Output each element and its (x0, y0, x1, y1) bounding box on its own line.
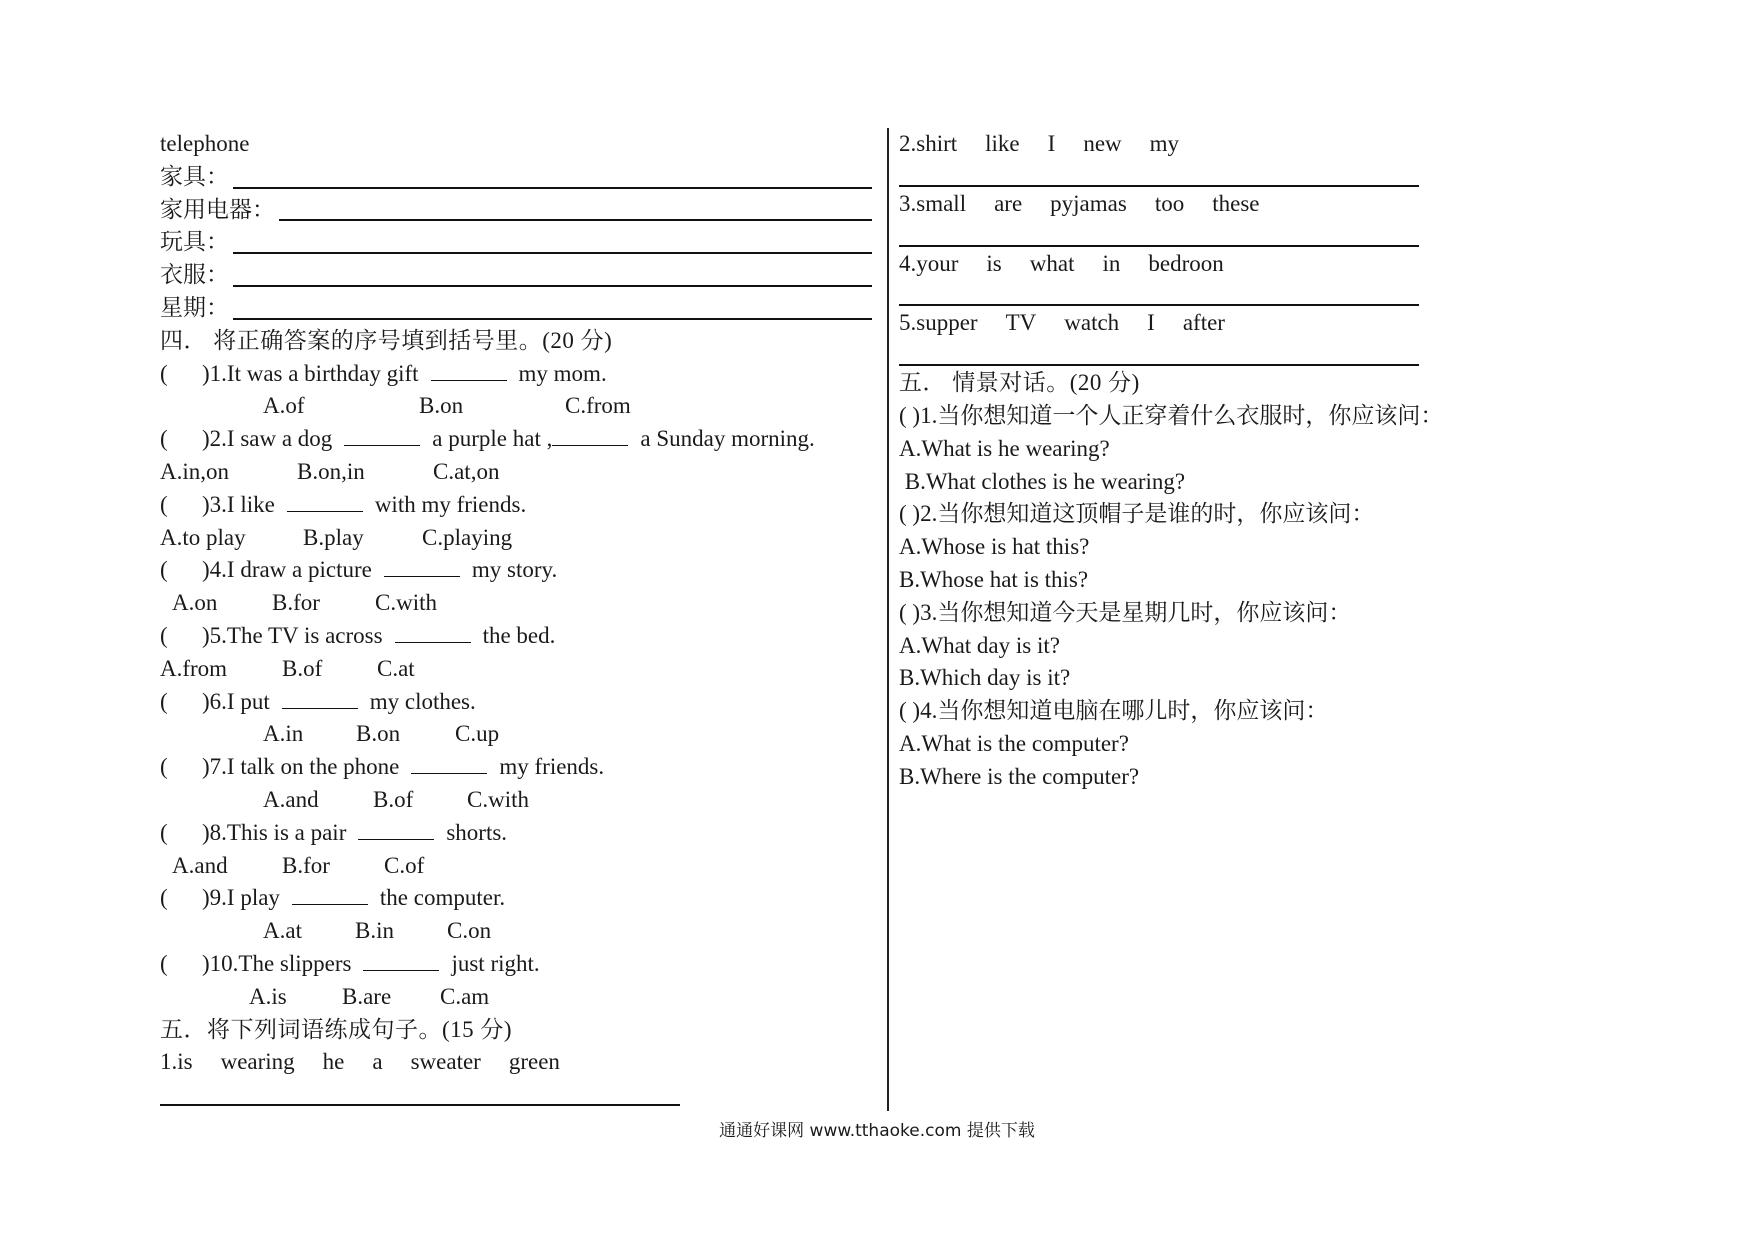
footer-credit: 通通好课网 www.tthaoke.com 提供下载 (719, 1121, 1035, 1141)
word: 2.shirt (899, 131, 958, 156)
category-row-weekdays (160, 292, 872, 325)
word: new (1083, 131, 1122, 156)
answer-line[interactable] (233, 318, 872, 320)
options-9 (160, 915, 872, 948)
options-3 (160, 522, 872, 555)
word: 5.supper (899, 310, 978, 336)
word: my (1149, 131, 1180, 156)
word: is (986, 250, 1002, 276)
options-10 (160, 981, 872, 1014)
word: like (985, 131, 1020, 156)
option-c[interactable]: C.playing (422, 524, 513, 550)
answer-paren[interactable]: ( (160, 950, 168, 976)
sentence-words-5 (899, 307, 1539, 340)
question-text-after: the computer. (379, 885, 506, 911)
question-text: )6.I put (202, 688, 270, 714)
options-5 (160, 653, 872, 686)
category-row-furniture (160, 161, 872, 194)
blank[interactable] (358, 839, 434, 840)
sentence-answer-line-5[interactable] (899, 364, 1419, 366)
sentence-answer-line-3[interactable] (899, 245, 1419, 247)
answer-line[interactable] (233, 285, 872, 287)
option-c[interactable]: C.at,on (433, 458, 500, 484)
options-4 (160, 587, 872, 620)
dialogue-option-b[interactable]: B.What clothes is he wearing? (899, 468, 1186, 494)
dialogue-question-2: ( )2.当你想知道这顶帽子是谁的时，你应该问： (899, 501, 1375, 527)
category-label: 玩具： (160, 229, 229, 255)
option-c[interactable]: C.on (447, 918, 492, 944)
blank[interactable] (431, 380, 507, 381)
word: green (508, 1049, 560, 1075)
sentence-answer-line-1[interactable] (160, 1104, 680, 1106)
word: these (1212, 190, 1260, 216)
word: bedroon (1148, 250, 1224, 276)
option-b[interactable]: B.for (272, 590, 320, 616)
blank[interactable] (282, 708, 358, 709)
option-c[interactable]: C.with (375, 590, 437, 616)
option-c[interactable]: C.at (377, 655, 415, 681)
sentence-answer-line-4[interactable] (899, 304, 1419, 306)
dialogue-option-a[interactable]: A.Whose is hat this? (899, 534, 1090, 560)
question-text-after: my story. (471, 557, 558, 583)
category-row-clothes (160, 259, 872, 292)
section4-title: 四． 将正确答案的序号填到括号里。(20 分) (160, 327, 613, 353)
dialogue-option-a[interactable]: A.What day is it? (899, 632, 1060, 658)
category-label: 星期： (160, 294, 229, 320)
word: 1.is (160, 1049, 193, 1075)
options-6 (160, 718, 872, 751)
answer-paren[interactable]: ( (160, 360, 168, 386)
option-a[interactable]: A.of (263, 393, 305, 419)
question-text: )7.I talk on the phone (202, 754, 400, 780)
question-3 (160, 489, 872, 522)
word: I (1047, 131, 1056, 156)
option-a[interactable]: A.in (263, 721, 304, 747)
word: pyjamas (1050, 190, 1127, 216)
answer-paren[interactable]: ( (160, 819, 168, 845)
question-10 (160, 948, 872, 981)
sentence-words-4 (899, 248, 1539, 281)
dialogue-title: 五． 情景对话。(20 分) (899, 370, 1140, 396)
word: wearing (220, 1049, 295, 1075)
answer-line[interactable] (233, 187, 872, 189)
sentence-words-1 (160, 1046, 872, 1079)
dialogue-question-1: ( )1.当你想知道一个人正穿着什么衣服时，你应该问： (899, 402, 1444, 428)
word: what (1029, 250, 1075, 276)
answer-paren[interactable]: ( (160, 426, 168, 452)
options-1 (160, 390, 872, 423)
option-b[interactable]: B.are (342, 983, 392, 1009)
answer-paren[interactable]: ( (160, 622, 168, 648)
option-c[interactable]: C.up (455, 721, 500, 747)
option-a[interactable]: A.and (263, 786, 319, 812)
category-label: 家具： (160, 163, 229, 189)
question-text: )8.This is a pair (202, 819, 347, 845)
option-a[interactable]: A.to play (160, 524, 246, 550)
question-text-after: my clothes. (369, 688, 476, 714)
word: TV (1005, 310, 1037, 336)
options-7 (160, 784, 872, 817)
sentence-answer-line-2[interactable] (899, 185, 1419, 187)
question-text-after: with my friends. (374, 491, 527, 517)
question-text-after: just right. (451, 950, 540, 976)
word: I (1147, 310, 1155, 336)
dialogue-option-a[interactable]: A.What is the computer? (899, 730, 1129, 756)
option-b[interactable]: B.on (419, 393, 464, 419)
option-b[interactable]: B.on,in (297, 458, 365, 484)
question-text: )1.It was a birthday gift (202, 360, 419, 386)
question-text: )3.I like (202, 491, 275, 517)
left-column (160, 128, 872, 1106)
option-a[interactable]: A.and (172, 852, 228, 878)
question-text-after: the bed. (482, 622, 556, 648)
blank[interactable] (411, 773, 487, 774)
option-c[interactable]: C.from (565, 393, 631, 419)
option-c[interactable]: C.of (384, 852, 425, 878)
question-text: )4.I draw a picture (202, 557, 372, 583)
option-b[interactable]: B.for (282, 852, 330, 878)
question-text-after2: a Sunday morning. (640, 426, 815, 452)
option-a[interactable]: A.is (249, 983, 287, 1009)
column-divider (887, 128, 889, 1111)
word: 3.small (899, 190, 967, 216)
question-text-after: shorts. (446, 819, 508, 845)
word: too (1154, 190, 1185, 216)
question-text-after: a purple hat , (432, 426, 553, 452)
category-label: 家用电器： (160, 196, 275, 222)
dialogue-question-4: ( )4.当你想知道电脑在哪儿时，你应该问： (899, 698, 1329, 724)
option-b[interactable]: B.in (355, 918, 394, 944)
blank[interactable] (363, 970, 439, 971)
right-column (899, 128, 1539, 794)
dialogue-option-a[interactable]: A.What is he wearing? (899, 435, 1110, 461)
dialogue-question-3: ( )3.当你想知道今天是星期几时，你应该问： (899, 599, 1352, 625)
question-8 (160, 817, 872, 850)
blank[interactable] (384, 576, 460, 577)
category-row-appliances (160, 194, 872, 227)
question-text: )2.I saw a dog (202, 426, 333, 452)
option-b[interactable]: B.play (303, 524, 364, 550)
blank[interactable] (287, 511, 363, 512)
options-2 (160, 456, 872, 489)
option-a[interactable]: A.in,on (160, 458, 229, 484)
question-4 (160, 554, 872, 587)
blank[interactable] (292, 904, 368, 905)
option-c[interactable]: C.am (440, 983, 490, 1009)
question-2 (160, 423, 872, 456)
word: he (322, 1049, 345, 1075)
question-5 (160, 620, 872, 653)
word: after (1182, 310, 1225, 336)
question-text: )9.I play (202, 885, 280, 911)
blank[interactable] (395, 642, 471, 643)
section5-title: 五．将下列词语练成句子。(15 分) (160, 1016, 513, 1042)
blank[interactable] (552, 445, 628, 446)
options-8 (160, 850, 872, 883)
answer-paren[interactable]: ( (160, 557, 168, 583)
question-text-after: my mom. (518, 360, 607, 386)
answer-paren[interactable]: ( (160, 491, 168, 517)
option-b[interactable]: B.on (356, 721, 401, 747)
word: in (1102, 250, 1121, 276)
option-a[interactable]: A.from (160, 655, 228, 681)
dialogue-option-b[interactable]: B.Where is the computer? (899, 763, 1140, 789)
option-b[interactable]: B.of (373, 786, 414, 812)
blank[interactable] (344, 445, 420, 446)
question-1 (160, 358, 872, 391)
word: sweater (410, 1049, 481, 1075)
question-text: )10.The slippers (202, 950, 352, 976)
word: are (994, 190, 1023, 216)
question-7 (160, 751, 872, 784)
sentence-words-2 (899, 128, 1539, 161)
question-9 (160, 882, 872, 915)
category-label: 衣服： (160, 262, 229, 288)
question-text: )5.The TV is across (202, 622, 383, 648)
dialogue-option-b[interactable]: B.Whose hat is this? (899, 566, 1089, 592)
question-text-after: my friends. (499, 754, 605, 780)
word: a (372, 1049, 383, 1075)
answer-paren[interactable]: ( (160, 688, 168, 714)
option-c[interactable]: C.with (467, 786, 529, 812)
answer-line[interactable] (279, 219, 872, 221)
word: watch (1064, 310, 1120, 336)
answer-paren[interactable]: ( (160, 885, 168, 911)
option-a[interactable]: A.at (263, 918, 302, 944)
answer-paren[interactable]: ( (160, 754, 168, 780)
sentence-words-3 (899, 188, 1539, 221)
word: 4.your (899, 250, 959, 276)
answer-line[interactable] (233, 252, 872, 254)
dialogue-option-b[interactable]: B.Which day is it? (899, 665, 1071, 691)
option-a[interactable]: A.on (172, 590, 218, 616)
intro-word: telephone (160, 131, 250, 156)
option-b[interactable]: B.of (282, 655, 323, 681)
category-row-toys (160, 226, 872, 259)
question-6 (160, 686, 872, 719)
